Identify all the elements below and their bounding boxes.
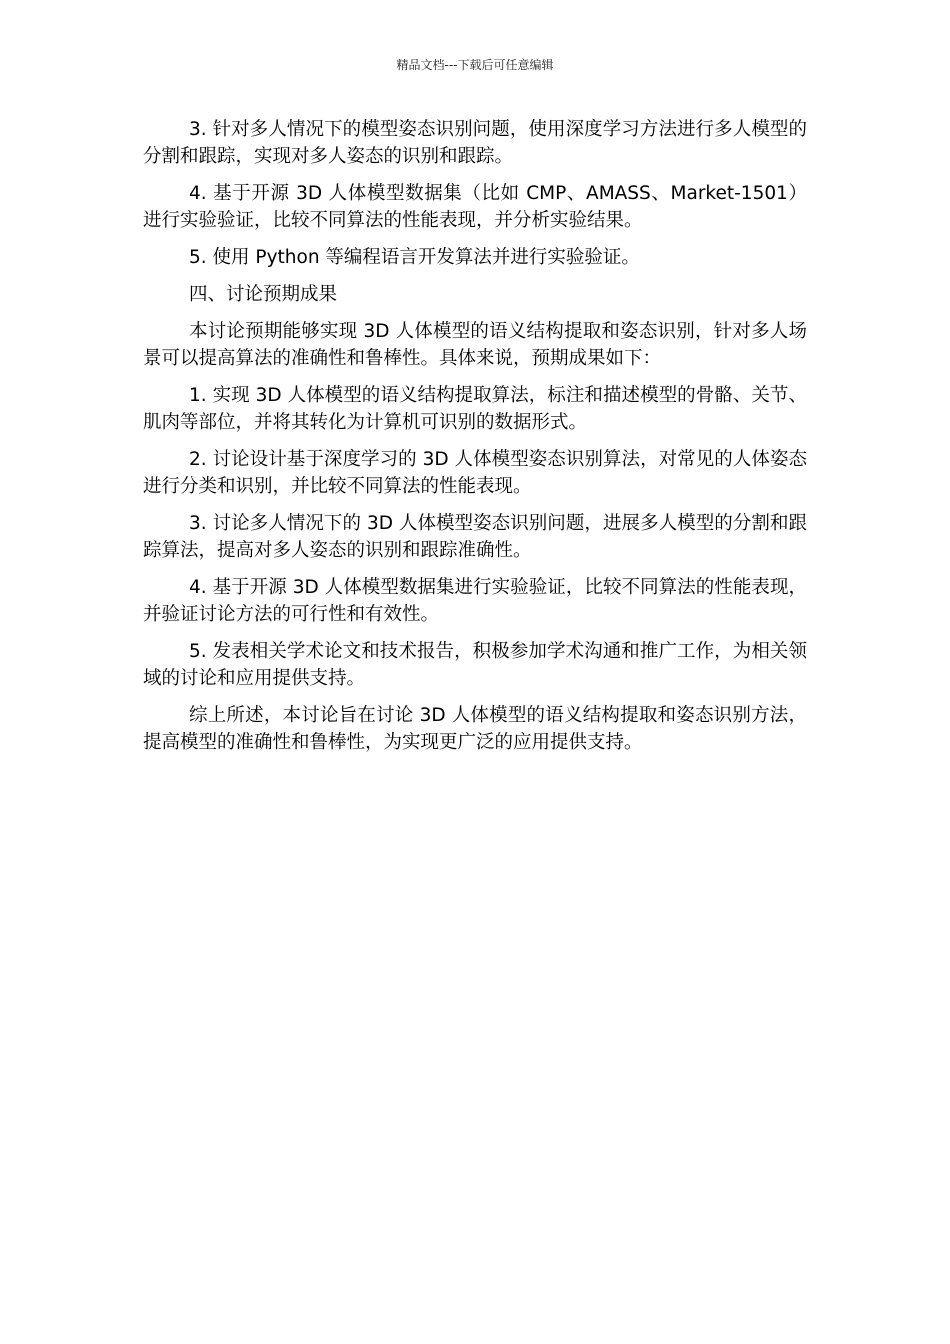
paragraph-result-5: 5. 发表相关学术论文和技术报告，积极参加学术沟通和推广工作，为相关领域的讨论和应用提供支持。 [143, 641, 807, 689]
paragraph-item-4-dataset-validation: 4. 基于开源 3D 人体模型数据集（比如 CMP、AMASS、Market-1501）进行实验验证，比较不同算法的性能表现，并分析实验结果。 [143, 183, 807, 231]
paragraph-item-5-python: 5. 使用 Python 等编程语言开发算法并进行实验验证。 [189, 247, 640, 268]
paragraph-item-3-multi-person: 3. 针对多人情况下的模型姿态识别问题，使用深度学习方法进行多人模型的分割和跟踪，实现对多人姿态的识别和跟踪。 [143, 119, 807, 167]
section-heading-expected-results: 四、讨论预期成果 [189, 284, 338, 305]
document-body [143, 116, 807, 766]
paragraph-result-4: 4. 基于开源 3D 人体模型数据集进行实验验证，比较不同算法的性能表现，并验证讨论方法的可行性和有效性。 [143, 577, 807, 625]
paragraph-expected-intro: 本讨论预期能够实现 3D 人体模型的语义结构提取和姿态识别，针对多人场景可以提高算法的准确性和鲁棒性。具体来说，预期成果如下： [143, 321, 807, 369]
paragraph-result-2: 2. 讨论设计基于深度学习的 3D 人体模型姿态识别算法，对常见的人体姿态进行分类和识别，并比较不同算法的性能表现。 [143, 449, 807, 497]
paragraph-result-1: 1. 实现 3D 人体模型的语义结构提取算法，标注和描述模型的骨骼、关节、肌肉等部位，并将其转化为计算机可识别的数据形式。 [143, 385, 807, 433]
paragraph-summary: 综上所述，本讨论旨在讨论 3D 人体模型的语义结构提取和姿态识别方法，提高模型的准确性和鲁棒性，为实现更广泛的应用提供支持。 [143, 705, 807, 753]
page-header: 精品文档---下载后可任意编辑 [396, 58, 554, 72]
paragraph-result-3: 3. 讨论多人情况下的 3D 人体模型姿态识别问题，进展多人模型的分割和跟踪算法，提高对多人姿态的识别和跟踪准确性。 [143, 513, 807, 561]
